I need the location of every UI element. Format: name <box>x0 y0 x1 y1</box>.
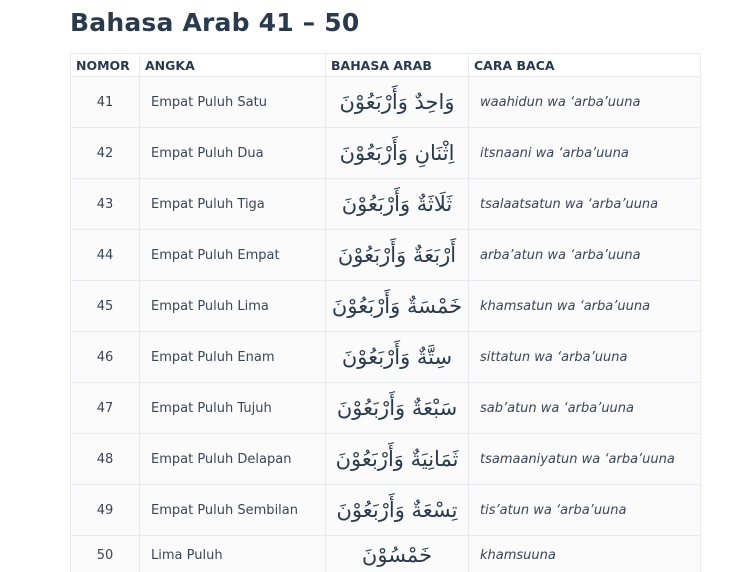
table-row <box>71 179 701 230</box>
table-header <box>71 54 701 77</box>
table-row <box>71 383 701 434</box>
cell-bahasa-arab: ثَمَانِيَةٌ وَأَرْبَعُوْنَ <box>326 434 469 485</box>
cell-bahasa-arab: خَمْسُوْنَ <box>326 536 469 572</box>
table-row <box>71 281 701 332</box>
cell-angka: Empat Puluh Satu <box>140 77 326 128</box>
table-row <box>71 77 701 128</box>
table-row <box>71 485 701 536</box>
cell-bahasa-arab: سَبْعَةٌ وَأَرْبَعُوْنَ <box>326 383 469 434</box>
cell-cara-baca: khamsatun wa ‘arba’uuna <box>469 281 701 332</box>
cell-nomor: 49 <box>71 485 140 536</box>
cell-bahasa-arab: ثَلَاثَةٌ وَأَرْبَعُوْنَ <box>326 179 469 230</box>
table-row <box>71 128 701 179</box>
cell-angka: Empat Puluh Dua <box>140 128 326 179</box>
cell-cara-baca: arba’atun wa ‘arba’uuna <box>469 230 701 281</box>
cell-cara-baca: itsnaani wa ‘arba’uuna <box>469 128 701 179</box>
header-bahasa-arab: BAHASA ARAB <box>326 54 469 77</box>
cell-angka: Empat Puluh Lima <box>140 281 326 332</box>
cell-cara-baca: sab’atun wa ‘arba’uuna <box>469 383 701 434</box>
cell-cara-baca: khamsuuna <box>469 536 701 572</box>
cell-bahasa-arab: خَمْسَةٌ وَأَرْبَعُوْنَ <box>326 281 469 332</box>
cell-bahasa-arab: وَاحِدٌ وَأَرْبَعُوْنَ <box>326 77 469 128</box>
table-row <box>71 332 701 383</box>
header-cara-baca: CARA BACA <box>469 54 701 77</box>
cell-nomor: 46 <box>71 332 140 383</box>
cell-bahasa-arab: سِتَّةٌ وَأَرْبَعُوْنَ <box>326 332 469 383</box>
number-table <box>70 53 701 572</box>
cell-nomor: 41 <box>71 77 140 128</box>
cell-nomor: 48 <box>71 434 140 485</box>
table-row <box>71 536 701 572</box>
cell-bahasa-arab: تِسْعَةٌ وَأَرْبَعُوْنَ <box>326 485 469 536</box>
cell-angka: Empat Puluh Empat <box>140 230 326 281</box>
cell-angka: Empat Puluh Enam <box>140 332 326 383</box>
cell-cara-baca: tis’atun wa ‘arba’uuna <box>469 485 701 536</box>
cell-nomor: 44 <box>71 230 140 281</box>
table-body <box>71 77 701 572</box>
header-angka: ANGKA <box>140 54 326 77</box>
cell-angka: Empat Puluh Delapan <box>140 434 326 485</box>
cell-nomor: 43 <box>71 179 140 230</box>
cell-cara-baca: waahidun wa ‘arba’uuna <box>469 77 701 128</box>
cell-angka: Empat Puluh Tiga <box>140 179 326 230</box>
cell-nomor: 50 <box>71 536 140 572</box>
cell-cara-baca: tsalaatsatun wa ‘arba’uuna <box>469 179 701 230</box>
table-row <box>71 434 701 485</box>
page-title: Bahasa Arab 41 – 50 <box>70 8 360 37</box>
table-row <box>71 230 701 281</box>
cell-bahasa-arab: اِثْنَانِ وَأَرْبَعُوْنَ <box>326 128 469 179</box>
cell-nomor: 47 <box>71 383 140 434</box>
cell-nomor: 45 <box>71 281 140 332</box>
header-nomor: NOMOR <box>71 54 140 77</box>
cell-cara-baca: sittatun wa ‘arba’uuna <box>469 332 701 383</box>
cell-nomor: 42 <box>71 128 140 179</box>
cell-angka: Empat Puluh Sembilan <box>140 485 326 536</box>
cell-bahasa-arab: أَرْبَعَةٌ وَأَرْبَعُوْنَ <box>326 230 469 281</box>
cell-cara-baca: tsamaaniyatun wa ‘arba’uuna <box>469 434 701 485</box>
cell-angka: Lima Puluh <box>140 536 326 572</box>
cell-angka: Empat Puluh Tujuh <box>140 383 326 434</box>
header-row <box>71 54 701 77</box>
